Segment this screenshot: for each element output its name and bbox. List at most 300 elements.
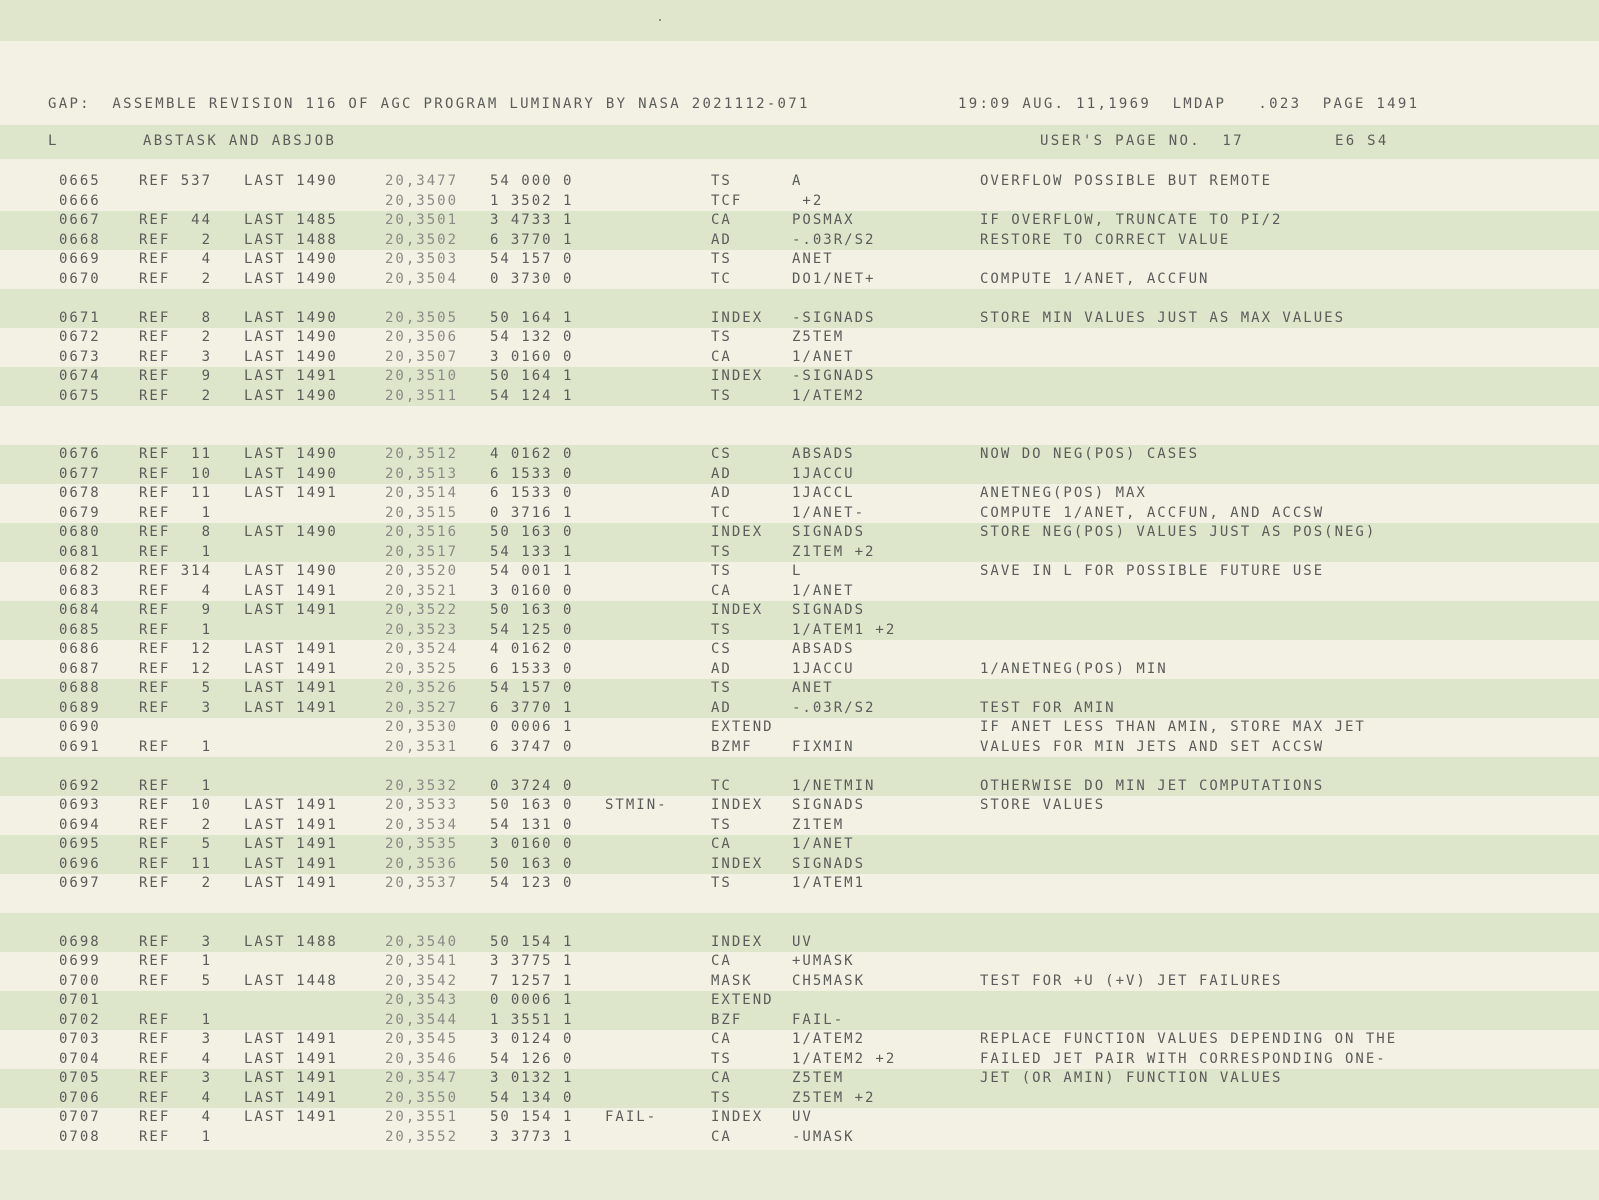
listing-row bbox=[0, 367, 1599, 387]
line-number: 0699 bbox=[59, 953, 101, 969]
listing-row bbox=[0, 738, 1599, 758]
line-number: 0708 bbox=[59, 1128, 101, 1145]
octal-word: 54 133 1 bbox=[490, 543, 574, 560]
line-number: 0687 bbox=[59, 660, 101, 677]
line-number: 0683 bbox=[59, 582, 101, 599]
octal-word: 54 001 1 bbox=[490, 563, 574, 579]
opcode: CA bbox=[711, 1128, 732, 1145]
address: 20,3535 bbox=[385, 836, 459, 852]
address: 20,3513 bbox=[385, 465, 459, 482]
address: 20,3517 bbox=[385, 543, 459, 560]
listing-header bbox=[0, 86, 1599, 122]
listing-row bbox=[0, 309, 1599, 329]
ref-count: REF 1 bbox=[139, 1128, 213, 1145]
operand: 1/ATEM1 +2 bbox=[792, 621, 897, 638]
address: 20,3501 bbox=[385, 212, 459, 228]
last-ref: LAST 1491 bbox=[244, 1050, 338, 1067]
opcode: TS bbox=[711, 387, 732, 404]
operand: 1/ANET- bbox=[792, 504, 866, 521]
listing-row bbox=[0, 231, 1599, 251]
address: 20,3552 bbox=[385, 1128, 459, 1145]
line-number: 0682 bbox=[59, 563, 101, 579]
paper-speck bbox=[659, 19, 661, 21]
comment: OTHERWISE DO MIN JET COMPUTATIONS bbox=[980, 777, 1325, 794]
ref-count: REF 4 bbox=[139, 1089, 213, 1106]
address: 20,3526 bbox=[385, 680, 459, 696]
line-number: 0700 bbox=[59, 972, 101, 989]
listing-row bbox=[0, 1128, 1599, 1148]
line-number: 0678 bbox=[59, 485, 101, 501]
opcode: TS bbox=[711, 1050, 732, 1067]
line-number: 0697 bbox=[59, 875, 101, 891]
opcode: INDEX bbox=[711, 1109, 764, 1125]
line-number: 0681 bbox=[59, 543, 101, 560]
ref-count: REF 1 bbox=[139, 953, 213, 969]
operand: L bbox=[792, 563, 803, 579]
listing-row bbox=[0, 1108, 1599, 1128]
operand: 1/NETMIN bbox=[792, 777, 876, 794]
opcode: INDEX bbox=[711, 309, 764, 326]
opcode: INDEX bbox=[711, 524, 764, 540]
last-ref: LAST 1488 bbox=[244, 231, 338, 248]
subheader-flag: L bbox=[48, 133, 59, 149]
last-ref: LAST 1491 bbox=[244, 368, 338, 384]
last-ref: LAST 1491 bbox=[244, 1070, 338, 1086]
octal-word: 4 0162 0 bbox=[490, 446, 574, 462]
line-number: 0665 bbox=[59, 173, 101, 189]
octal-word: 3 0132 1 bbox=[490, 1070, 574, 1086]
opcode: CS bbox=[711, 641, 732, 657]
listing-subheader bbox=[0, 125, 1599, 159]
operand: ANET bbox=[792, 251, 834, 267]
listing-row bbox=[0, 328, 1599, 348]
line-number: 0694 bbox=[59, 816, 101, 833]
ref-count: REF 1 bbox=[139, 1011, 213, 1028]
opcode: INDEX bbox=[711, 933, 764, 950]
operand: -SIGNADS bbox=[792, 368, 876, 384]
opcode: CA bbox=[711, 953, 732, 969]
ref-count: REF 11 bbox=[139, 485, 213, 501]
octal-word: 50 163 0 bbox=[490, 602, 574, 618]
comment: VALUES FOR MIN JETS AND SET ACCSW bbox=[980, 738, 1325, 755]
last-ref: LAST 1490 bbox=[244, 563, 338, 579]
label: STMIN- bbox=[605, 797, 668, 813]
line-number: 0701 bbox=[59, 992, 101, 1008]
operand: FAIL- bbox=[792, 1011, 845, 1028]
line-number: 0706 bbox=[59, 1089, 101, 1106]
comment: FAILED JET PAIR WITH CORRESPONDING ONE- bbox=[980, 1050, 1387, 1067]
last-ref: LAST 1491 bbox=[244, 1109, 338, 1125]
address: 20,3525 bbox=[385, 660, 459, 677]
octal-word: 3 0160 0 bbox=[490, 836, 574, 852]
opcode: TC bbox=[711, 504, 732, 521]
operand: 1/ANET bbox=[792, 348, 855, 365]
opcode: TS bbox=[711, 173, 732, 189]
operand: 1/ATEM1 bbox=[792, 875, 866, 891]
comment: RESTORE TO CORRECT VALUE bbox=[980, 231, 1231, 248]
comment: COMPUTE 1/ANET, ACCFUN bbox=[980, 270, 1210, 287]
comment: NOW DO NEG(POS) CASES bbox=[980, 446, 1200, 462]
line-number: 0666 bbox=[59, 192, 101, 209]
line-number: 0677 bbox=[59, 465, 101, 482]
ref-count: REF 1 bbox=[139, 777, 213, 794]
comment: COMPUTE 1/ANET, ACCFUN, AND ACCSW bbox=[980, 504, 1325, 521]
octal-word: 1 3502 1 bbox=[490, 192, 574, 209]
line-number: 0696 bbox=[59, 855, 101, 872]
operand: -.03R/S2 bbox=[792, 699, 876, 716]
ref-count: REF 1 bbox=[139, 543, 213, 560]
line-number: 0695 bbox=[59, 836, 101, 852]
operand: SIGNADS bbox=[792, 602, 866, 618]
last-ref: LAST 1490 bbox=[244, 173, 338, 189]
ref-count: REF 8 bbox=[139, 309, 213, 326]
octal-word: 54 132 0 bbox=[490, 329, 574, 345]
opcode: CA bbox=[711, 348, 732, 365]
code-listing bbox=[0, 172, 1599, 1147]
line-number: 0693 bbox=[59, 797, 101, 813]
opcode: TCF bbox=[711, 192, 743, 209]
opcode: TS bbox=[711, 875, 732, 891]
listing-row bbox=[0, 952, 1599, 972]
listing-row bbox=[0, 777, 1599, 797]
octal-word: 1 3551 1 bbox=[490, 1011, 574, 1028]
opcode: INDEX bbox=[711, 368, 764, 384]
blank-line bbox=[0, 289, 1599, 309]
listing-row bbox=[0, 465, 1599, 485]
operand: 1/ATEM2 bbox=[792, 1031, 866, 1047]
last-ref: LAST 1490 bbox=[244, 387, 338, 404]
listing-row bbox=[0, 621, 1599, 641]
ref-count: REF 537 bbox=[139, 173, 213, 189]
operand: Z5TEM bbox=[792, 1070, 845, 1086]
listing-row bbox=[0, 933, 1599, 953]
page-code: E6 S4 bbox=[1335, 133, 1389, 149]
user-page-number: USER'S PAGE NO. 17 bbox=[1040, 133, 1244, 149]
listing-row bbox=[0, 387, 1599, 407]
comment: ANETNEG(POS) MAX bbox=[980, 485, 1147, 501]
listing-row bbox=[0, 640, 1599, 660]
octal-word: 50 163 0 bbox=[490, 855, 574, 872]
octal-word: 0 3730 0 bbox=[490, 270, 574, 287]
line-number: 0684 bbox=[59, 602, 101, 618]
operand: 1/ATEM2 +2 bbox=[792, 1050, 897, 1067]
comment: REPLACE FUNCTION VALUES DEPENDING ON THE bbox=[980, 1031, 1398, 1047]
ref-count: REF 2 bbox=[139, 231, 213, 248]
listing-row bbox=[0, 1069, 1599, 1089]
opcode: TS bbox=[711, 563, 732, 579]
last-ref: LAST 1491 bbox=[244, 855, 338, 872]
listing-row bbox=[0, 1089, 1599, 1109]
line-number: 0667 bbox=[59, 212, 101, 228]
last-ref: LAST 1490 bbox=[244, 465, 338, 482]
comment: STORE VALUES bbox=[980, 797, 1106, 813]
listing-row bbox=[0, 250, 1599, 270]
octal-word: 0 3724 0 bbox=[490, 777, 574, 794]
blank-line bbox=[0, 913, 1599, 933]
octal-word: 50 164 1 bbox=[490, 309, 574, 326]
opcode: AD bbox=[711, 485, 732, 501]
listing-row bbox=[0, 874, 1599, 894]
line-number: 0703 bbox=[59, 1031, 101, 1047]
octal-word: 54 124 1 bbox=[490, 387, 574, 404]
operand: Z1TEM bbox=[792, 816, 845, 833]
last-ref: LAST 1490 bbox=[244, 270, 338, 287]
opcode: TS bbox=[711, 621, 732, 638]
address: 20,3544 bbox=[385, 1011, 459, 1028]
last-ref: LAST 1490 bbox=[244, 524, 338, 540]
ref-count: REF 4 bbox=[139, 251, 213, 267]
octal-word: 6 1533 0 bbox=[490, 660, 574, 677]
operand: ABSADS bbox=[792, 641, 855, 657]
ref-count: REF 3 bbox=[139, 1031, 213, 1047]
ref-count: REF 4 bbox=[139, 1109, 213, 1125]
listing-row bbox=[0, 1011, 1599, 1031]
operand: 1/ATEM2 bbox=[792, 387, 866, 404]
assembly-title: GAP: ASSEMBLE REVISION 116 OF AGC PROGRAM LUMINARY BY NASA 2021112-071 bbox=[48, 96, 810, 112]
address: 20,3546 bbox=[385, 1050, 459, 1067]
octal-word: 6 1533 0 bbox=[490, 465, 574, 482]
octal-word: 6 3770 1 bbox=[490, 699, 574, 716]
octal-word: 6 1533 0 bbox=[490, 485, 574, 501]
operand: SIGNADS bbox=[792, 855, 866, 872]
ref-count: REF 11 bbox=[139, 446, 213, 462]
last-ref: LAST 1491 bbox=[244, 602, 338, 618]
address: 20,3515 bbox=[385, 504, 459, 521]
octal-word: 50 163 0 bbox=[490, 524, 574, 540]
octal-word: 3 0124 0 bbox=[490, 1031, 574, 1047]
line-number: 0688 bbox=[59, 680, 101, 696]
address: 20,3532 bbox=[385, 777, 459, 794]
address: 20,3500 bbox=[385, 192, 459, 209]
opcode: INDEX bbox=[711, 602, 764, 618]
opcode: TS bbox=[711, 680, 732, 696]
ref-count: REF 8 bbox=[139, 524, 213, 540]
octal-word: 3 4733 1 bbox=[490, 212, 574, 228]
last-ref: LAST 1485 bbox=[244, 212, 338, 228]
comment: IF OVERFLOW, TRUNCATE TO PI/2 bbox=[980, 212, 1283, 228]
octal-word: 3 0160 0 bbox=[490, 582, 574, 599]
octal-word: 6 3770 1 bbox=[490, 231, 574, 248]
blank-line bbox=[0, 757, 1599, 777]
listing-row bbox=[0, 192, 1599, 212]
assembly-timestamp-page: 19:09 AUG. 11,1969 LMDAP .023 PAGE 1491 bbox=[958, 96, 1420, 112]
opcode: CA bbox=[711, 582, 732, 599]
ref-count: REF 4 bbox=[139, 582, 213, 599]
ref-count: REF 2 bbox=[139, 387, 213, 404]
line-number: 0692 bbox=[59, 777, 101, 794]
listing-row bbox=[0, 796, 1599, 816]
ref-count: REF 12 bbox=[139, 641, 213, 657]
opcode: INDEX bbox=[711, 797, 764, 813]
address: 20,3550 bbox=[385, 1089, 459, 1106]
octal-word: 54 157 0 bbox=[490, 251, 574, 267]
last-ref: LAST 1490 bbox=[244, 309, 338, 326]
listing-row bbox=[0, 445, 1599, 465]
line-number: 0686 bbox=[59, 641, 101, 657]
address: 20,3547 bbox=[385, 1070, 459, 1086]
last-ref: LAST 1491 bbox=[244, 797, 338, 813]
ref-count: REF 44 bbox=[139, 212, 213, 228]
last-ref: LAST 1491 bbox=[244, 836, 338, 852]
ref-count: REF 5 bbox=[139, 680, 213, 696]
operand: ANET bbox=[792, 680, 834, 696]
operand: 1JACCL bbox=[792, 485, 855, 501]
listing-row bbox=[0, 172, 1599, 192]
last-ref: LAST 1491 bbox=[244, 699, 338, 716]
opcode: TS bbox=[711, 251, 732, 267]
opcode: EXTEND bbox=[711, 992, 774, 1008]
listing-row bbox=[0, 972, 1599, 992]
operand: -UMASK bbox=[792, 1128, 855, 1145]
operand: Z5TEM bbox=[792, 329, 845, 345]
opcode: CA bbox=[711, 212, 732, 228]
address: 20,3522 bbox=[385, 602, 459, 618]
octal-word: 0 3716 1 bbox=[490, 504, 574, 521]
octal-word: 54 123 0 bbox=[490, 875, 574, 891]
ref-count: REF 1 bbox=[139, 504, 213, 521]
listing-row bbox=[0, 211, 1599, 231]
comment: SAVE IN L FOR POSSIBLE FUTURE USE bbox=[980, 563, 1325, 579]
operand: -SIGNADS bbox=[792, 309, 876, 326]
listing-row bbox=[0, 562, 1599, 582]
last-ref: LAST 1448 bbox=[244, 972, 338, 989]
operand: Z1TEM +2 bbox=[792, 543, 876, 560]
ref-count: REF 5 bbox=[139, 972, 213, 989]
listing-row bbox=[0, 1050, 1599, 1070]
address: 20,3524 bbox=[385, 641, 459, 657]
address: 20,3545 bbox=[385, 1031, 459, 1047]
listing-row bbox=[0, 601, 1599, 621]
listing-row bbox=[0, 1030, 1599, 1050]
opcode: CA bbox=[711, 1031, 732, 1047]
ref-count: REF 2 bbox=[139, 875, 213, 891]
line-number: 0689 bbox=[59, 699, 101, 716]
operand: +2 bbox=[792, 192, 824, 209]
ref-count: REF 5 bbox=[139, 836, 213, 852]
last-ref: LAST 1491 bbox=[244, 485, 338, 501]
line-number: 0676 bbox=[59, 446, 101, 462]
ref-count: REF 9 bbox=[139, 368, 213, 384]
address: 20,3537 bbox=[385, 875, 459, 891]
listing-row bbox=[0, 660, 1599, 680]
operand: SIGNADS bbox=[792, 797, 866, 813]
line-number: 0707 bbox=[59, 1109, 101, 1125]
ref-count: REF 1 bbox=[139, 738, 213, 755]
octal-word: 54 125 0 bbox=[490, 621, 574, 638]
address: 20,3506 bbox=[385, 329, 459, 345]
listing-row bbox=[0, 543, 1599, 563]
opcode: CS bbox=[711, 446, 732, 462]
ref-count: REF 2 bbox=[139, 270, 213, 287]
comment: JET (OR AMIN) FUNCTION VALUES bbox=[980, 1070, 1283, 1086]
listing-row bbox=[0, 523, 1599, 543]
octal-word: 0 0006 1 bbox=[490, 719, 574, 735]
opcode: INDEX bbox=[711, 855, 764, 872]
address: 20,3502 bbox=[385, 231, 459, 248]
label: FAIL- bbox=[605, 1109, 658, 1125]
listing-row bbox=[0, 718, 1599, 738]
ref-count: REF 3 bbox=[139, 933, 213, 950]
opcode: TS bbox=[711, 816, 732, 833]
octal-word: 6 3747 0 bbox=[490, 738, 574, 755]
octal-word: 54 134 0 bbox=[490, 1089, 574, 1106]
ref-count: REF 2 bbox=[139, 816, 213, 833]
line-number: 0691 bbox=[59, 738, 101, 755]
octal-word: 7 1257 1 bbox=[490, 972, 574, 989]
last-ref: LAST 1490 bbox=[244, 446, 338, 462]
comment: TEST FOR +U (+V) JET FAILURES bbox=[980, 972, 1283, 989]
ref-count: REF 314 bbox=[139, 563, 213, 579]
octal-word: 3 3775 1 bbox=[490, 953, 574, 969]
operand: UV bbox=[792, 933, 813, 950]
line-number: 0668 bbox=[59, 231, 101, 248]
listing-row bbox=[0, 835, 1599, 855]
operand: 1JACCU bbox=[792, 660, 855, 677]
listing-row bbox=[0, 855, 1599, 875]
address: 20,3536 bbox=[385, 855, 459, 872]
address: 20,3521 bbox=[385, 582, 459, 599]
listing-row bbox=[0, 504, 1599, 524]
ref-count: REF 3 bbox=[139, 1070, 213, 1086]
operand: CH5MASK bbox=[792, 972, 866, 989]
operand: Z5TEM +2 bbox=[792, 1089, 876, 1106]
opcode: TS bbox=[711, 329, 732, 345]
last-ref: LAST 1491 bbox=[244, 660, 338, 677]
comment: 1/ANETNEG(POS) MIN bbox=[980, 660, 1168, 677]
ref-count: REF 1 bbox=[139, 621, 213, 638]
address: 20,3520 bbox=[385, 563, 459, 579]
blank-line bbox=[0, 894, 1599, 914]
opcode: AD bbox=[711, 231, 732, 248]
comment: STORE NEG(POS) VALUES JUST AS POS(NEG) bbox=[980, 524, 1377, 540]
line-number: 0698 bbox=[59, 933, 101, 950]
address: 20,3534 bbox=[385, 816, 459, 833]
opcode: TC bbox=[711, 270, 732, 287]
ref-count: REF 11 bbox=[139, 855, 213, 872]
listing-row bbox=[0, 699, 1599, 719]
operand: -.03R/S2 bbox=[792, 231, 876, 248]
last-ref: LAST 1490 bbox=[244, 329, 338, 345]
operand: 1/ANET bbox=[792, 582, 855, 599]
address: 20,3531 bbox=[385, 738, 459, 755]
address: 20,3510 bbox=[385, 368, 459, 384]
line-number: 0690 bbox=[59, 719, 101, 735]
last-ref: LAST 1488 bbox=[244, 933, 338, 950]
opcode: CA bbox=[711, 836, 732, 852]
last-ref: LAST 1491 bbox=[244, 1031, 338, 1047]
operand: FIXMIN bbox=[792, 738, 855, 755]
line-number: 0674 bbox=[59, 368, 101, 384]
opcode: AD bbox=[711, 699, 732, 716]
comment: OVERFLOW POSSIBLE BUT REMOTE bbox=[980, 173, 1273, 189]
ref-count: REF 4 bbox=[139, 1050, 213, 1067]
octal-word: 0 0006 1 bbox=[490, 992, 574, 1008]
comment: TEST FOR AMIN bbox=[980, 699, 1116, 716]
octal-word: 50 164 1 bbox=[490, 368, 574, 384]
comment: STORE MIN VALUES JUST AS MAX VALUES bbox=[980, 309, 1346, 326]
last-ref: LAST 1491 bbox=[244, 641, 338, 657]
address: 20,3514 bbox=[385, 485, 459, 501]
address: 20,3527 bbox=[385, 699, 459, 716]
ref-count: REF 3 bbox=[139, 699, 213, 716]
address: 20,3523 bbox=[385, 621, 459, 638]
ref-count: REF 10 bbox=[139, 465, 213, 482]
opcode: TC bbox=[711, 777, 732, 794]
line-number: 0685 bbox=[59, 621, 101, 638]
opcode: BZF bbox=[711, 1011, 743, 1028]
address: 20,3512 bbox=[385, 446, 459, 462]
octal-word: 54 126 0 bbox=[490, 1050, 574, 1067]
